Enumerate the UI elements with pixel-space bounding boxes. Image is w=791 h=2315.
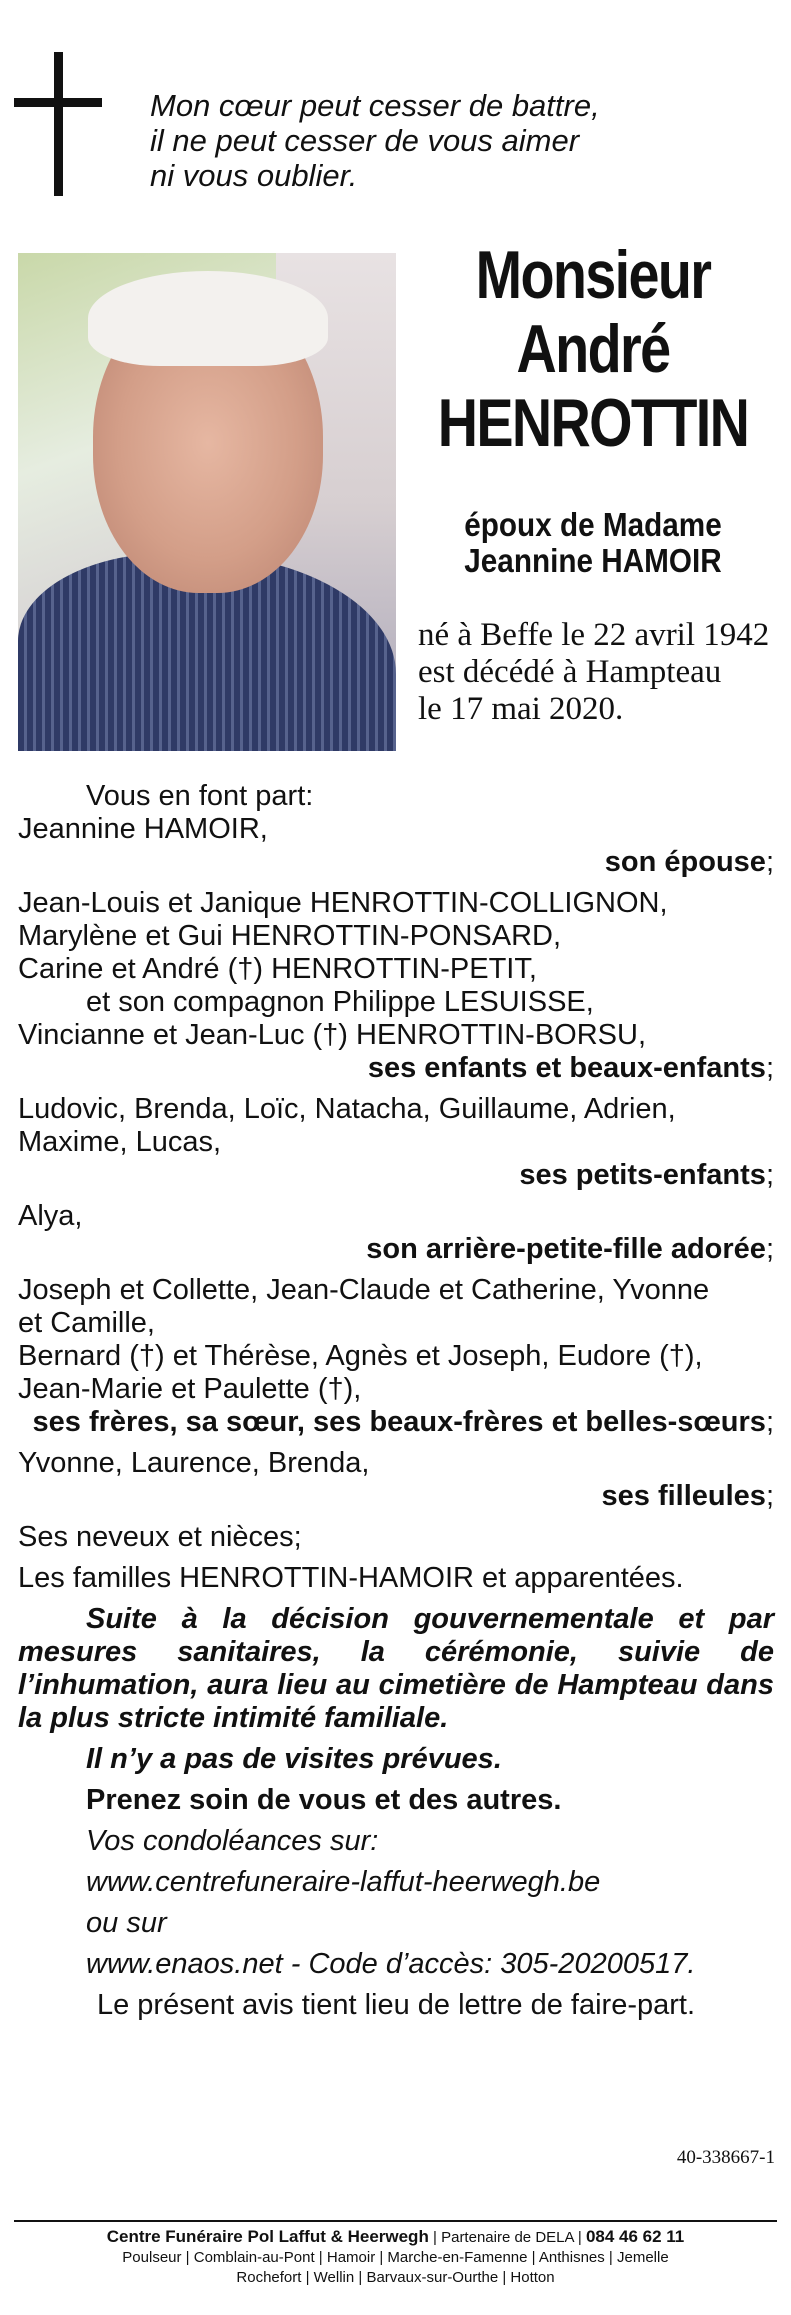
child-line: Vincianne et Jean-Luc (†) HENROTTIN-BORSU, (18, 1019, 647, 1051)
deceased-name (400, 238, 786, 460)
families: Les familles HENROTTIN-HAMOIR et apparentées. (18, 1562, 684, 1594)
portrait-photo (18, 253, 396, 751)
poem-line: il ne peut cesser de vous aimer (150, 123, 580, 158)
ceremony-notice: Suite à la décision gouvernementale et par mesures sanitaires, la cérémonie, suivie de l’inhumation, aura lieu au cimetière de Hampteau dans la plus stricte intimité familiale. (18, 1603, 774, 1734)
spouse-line: Jeannine HAMOIR (464, 542, 722, 579)
relation-label: ses frères, sa sœur, ses beaux-frères et belles-sœurs; (32, 1406, 774, 1438)
goddaughters: Yvonne, Laurence, Brenda, (18, 1447, 370, 1479)
poem-line: ni vous oublier. (150, 158, 358, 193)
announcement-body (18, 780, 774, 2022)
sibling-line: Bernard (†) et Thérèse, Agnès et Joseph, Eudore (†), (18, 1340, 703, 1372)
child-line: et son compagnon Philippe LESUISSE, (86, 986, 594, 1018)
death-date-line: le 17 mai 2020. (418, 691, 624, 727)
child-line: Jean-Louis et Janique HENROTTIN-COLLIGNON, (18, 887, 668, 919)
poem-line: Mon cœur peut cesser de battre, (150, 88, 600, 123)
relation-label: son arrière-petite-fille adorée; (366, 1233, 774, 1265)
poem (150, 88, 600, 193)
child-line: Carine et André (†) HENROTTIN-PETIT, (18, 953, 537, 985)
relation-label: son épouse; (604, 846, 774, 878)
cross-icon (14, 52, 102, 196)
relation-label: ses filleules; (601, 1480, 774, 1512)
phone-number: 084 46 62 11 (585, 2227, 685, 2246)
grandchild-line: Maxime, Lucas, (18, 1126, 222, 1158)
relation-label: ses enfants et beaux-enfants; (367, 1052, 774, 1084)
website-link-1[interactable]: www.centrefuneraire-laffut-heerwegh.be (86, 1866, 601, 1898)
relation-label: ses petits-enfants; (519, 1159, 774, 1191)
birth-death-info (418, 617, 769, 728)
intro: Vous en font part: (86, 780, 314, 812)
death-line: est décédé à Hampteau (418, 654, 722, 690)
company-name: Centre Funéraire Pol Laffut & Heerwegh (106, 2227, 429, 2246)
name-last: HENROTTIN (437, 385, 749, 461)
website-link-2[interactable]: www.enaos.net - Code d’accès: 305-20200517. (86, 1948, 696, 1980)
name-title: Monsieur (475, 237, 711, 313)
spouse-info (419, 507, 766, 579)
grandchild-line: Ludovic, Brenda, Loïc, Natacha, Guillaume, Adrien, (18, 1093, 676, 1125)
birth-line: né à Beffe le 22 avril 1942 (418, 617, 770, 653)
or-label: ou sur (86, 1907, 167, 1939)
sibling-line: et Camille, (18, 1307, 155, 1339)
child-line: Marylène et Gui HENROTTIN-PONSARD, (18, 920, 562, 952)
locations-line: Rochefort | Wellin | Barvaux-sur-Ourthe | Hotton (236, 2269, 555, 2286)
footer: Centre Funéraire Pol Laffut & Heerwegh | Partenaire de DELA | 084 46 62 11 Poulseur | Comblain-au-Pont | Hamoir | Marche-en-Famenne | Anthisnes | Jemelle Rochefort | Wellin | Barvaux-sur-Ourthe | Hotton (14, 2227, 777, 2288)
reference-number: 40-338667-1 (676, 2147, 775, 2168)
nephews: Ses neveux et nièces; (18, 1521, 302, 1553)
take-care: Prenez soin de vous et des autres. (86, 1784, 562, 1816)
sibling-line: Joseph et Collette, Jean-Claude et Catherine, Yvonne (18, 1274, 710, 1306)
spouse-line: époux de Madame (464, 506, 722, 543)
closing-text: Le présent avis tient lieu de lettre de faire-part. (96, 1989, 696, 2021)
locations-line: Poulseur | Comblain-au-Pont | Hamoir | Marche-en-Famenne | Anthisnes | Jemelle (122, 2249, 669, 2266)
name-first: André (516, 311, 670, 387)
sibling-line: Jean-Marie et Paulette (†), (18, 1373, 362, 1405)
great-grandchild: Alya, (18, 1200, 83, 1232)
condolences-label: Vos condoléances sur: (86, 1825, 379, 1857)
footer-divider (14, 2220, 777, 2222)
spouse-name: Jeannine HAMOIR, (18, 813, 268, 845)
partner-label: Partenaire de DELA (441, 2229, 574, 2246)
no-visits: Il n’y a pas de visites prévues. (86, 1743, 502, 1775)
